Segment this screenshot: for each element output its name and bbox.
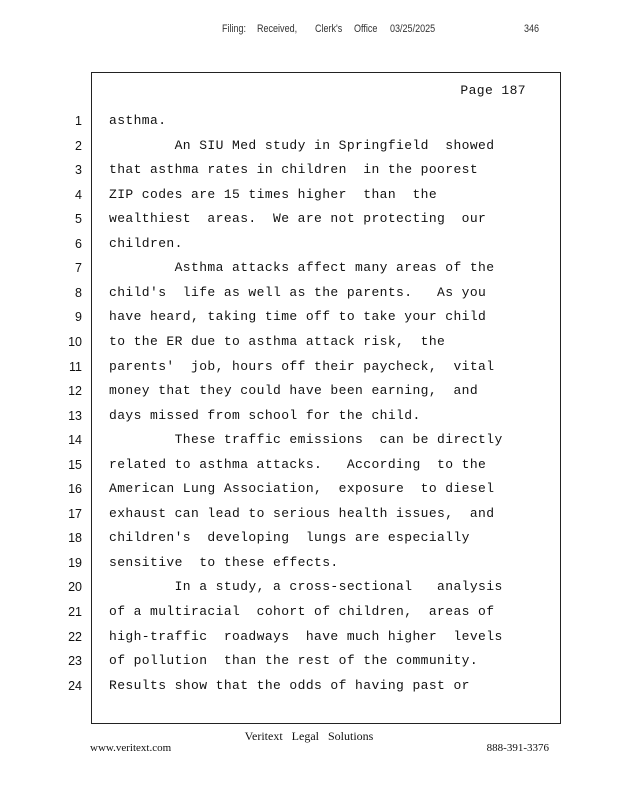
transcript-line: children's developing lungs are especially xyxy=(109,530,470,545)
transcript-line: asthma. xyxy=(109,113,167,128)
line-number: 20 xyxy=(68,580,82,594)
transcript-line: Asthma attacks affect many areas of the xyxy=(109,260,495,275)
line-number: 2 xyxy=(75,139,82,153)
footer-phone: 888-391-3376 xyxy=(486,742,549,754)
footer-website: www.veritext.com xyxy=(90,742,172,754)
line-number: 11 xyxy=(69,360,82,374)
transcript-line: Results show that the odds of having past or xyxy=(109,678,470,693)
line-number: 4 xyxy=(75,188,82,202)
transcript-line: of a multiracial cohort of children, areas of xyxy=(109,604,495,619)
line-number: 5 xyxy=(75,212,82,226)
line-number: 15 xyxy=(68,458,82,472)
filing-header xyxy=(0,20,618,40)
transcript-line: children. xyxy=(109,236,183,251)
line-number: 1 xyxy=(75,114,82,128)
received-label: Received, xyxy=(257,23,298,35)
clerks-label: Clerk's xyxy=(315,23,343,35)
transcript-line: American Lung Association, exposure to diesel xyxy=(109,481,495,496)
line-number: 16 xyxy=(68,482,82,496)
transcript-line: that asthma rates in children in the poorest xyxy=(109,162,479,177)
transcript-line: parents' job, hours off their paycheck, vital xyxy=(109,359,495,374)
filing-date: 03/25/2025 xyxy=(390,23,436,35)
footer-company: Veritext Legal Solutions xyxy=(244,729,374,743)
line-number: 22 xyxy=(68,630,82,644)
line-number: 7 xyxy=(75,261,82,275)
transcript-line: ZIP codes are 15 times higher than the xyxy=(109,187,438,202)
line-number: 24 xyxy=(68,679,82,693)
line-number: 14 xyxy=(68,433,82,447)
transcript-line: days missed from school for the child. xyxy=(109,408,421,423)
line-number: 19 xyxy=(68,556,82,570)
transcript-line: These traffic emissions can be directly xyxy=(109,432,503,447)
line-number: 3 xyxy=(75,163,82,177)
transcript-line: sensitive to these effects. xyxy=(109,555,339,570)
filing-label: Filing: xyxy=(222,23,247,35)
line-number: 8 xyxy=(75,286,82,300)
transcript-line: exhaust can lead to serious health issues, and xyxy=(109,506,495,521)
line-number: 17 xyxy=(68,507,82,521)
line-number: 10 xyxy=(68,335,82,349)
transcript-line: money that they could have been earning, and xyxy=(109,383,479,398)
line-number: 12 xyxy=(68,384,82,398)
transcript-line: In a study, a cross-sectional analysis xyxy=(109,579,503,594)
transcript-line: An SIU Med study in Springfield showed xyxy=(109,138,495,153)
line-number: 18 xyxy=(68,531,82,545)
line-number: 23 xyxy=(68,654,82,668)
filing-page-number: 346 xyxy=(524,23,540,35)
line-number: 13 xyxy=(68,409,82,423)
transcript-line: have heard, taking time off to take your child xyxy=(109,309,487,324)
transcript-line: wealthiest areas. We are not protecting our xyxy=(109,211,487,226)
transcript-line: child's life as well as the parents. As you xyxy=(109,285,487,300)
line-number: 6 xyxy=(75,237,82,251)
transcript-line: related to asthma attacks. According to the xyxy=(109,457,487,472)
line-number: 9 xyxy=(75,310,82,324)
transcript-line: high-traffic roadways have much higher levels xyxy=(109,629,503,644)
page-label: Page 187 xyxy=(460,83,526,98)
transcript-line: of pollution than the rest of the community. xyxy=(109,653,479,668)
transcript-line: to the ER due to asthma attack risk, the xyxy=(109,334,446,349)
line-number: 21 xyxy=(68,605,82,619)
office-label: Office xyxy=(354,23,378,35)
